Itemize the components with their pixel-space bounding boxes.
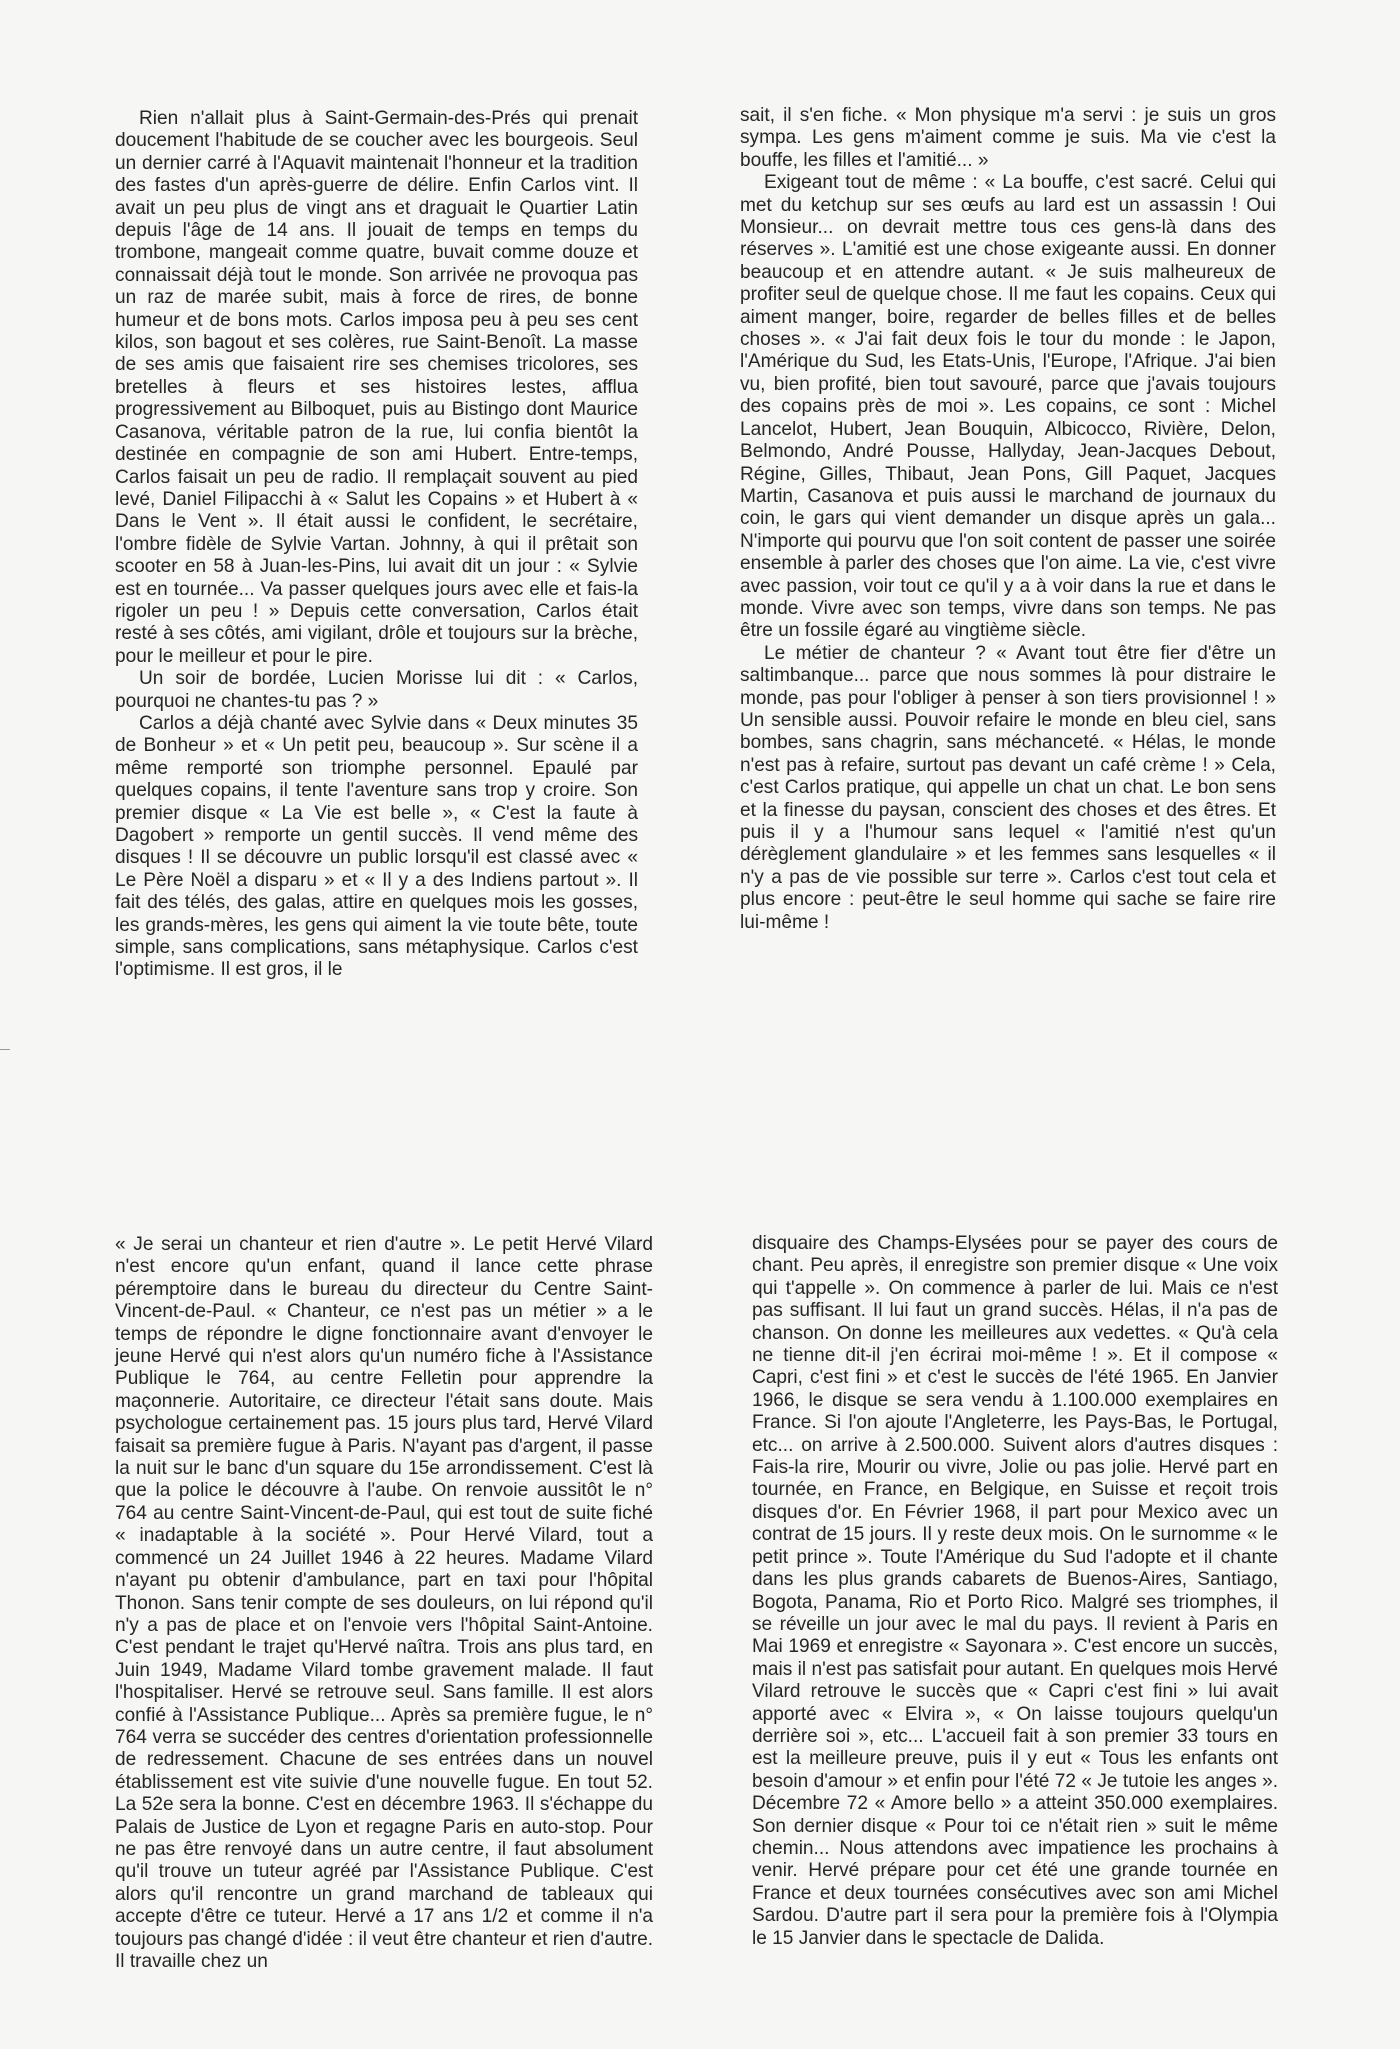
paragraph: disquaire des Champs-Elysées pour se payer des cours de chant. Peu après, il enregistre son premier disque « Une voix qui t'appelle ». On commence à parler de lui. Mais ce n'est pas suffisant. Il lui faut un grand succès. Hélas, il n'a pas de chanson. On donne les meilleures aux vedettes. « Qu'à cela ne tienne dit-il j'en écrirai moi-même ! ». Et il compose « Capri, c'est fini » et c'est le succès de l'été 1965. En Janvier 1966, le disque se sera vendu à 1.100.000 exemplaires en France. Si l'on ajoute l'Angleterre, les Pays-Bas, le Portugal, etc... on arrive à 2.500.000. Suivent alors d'autres disques : Fais-la rire, Mourir ou vivre, Jolie ou pas jolie. Hervé part en tournée, en France, en Belgique, en Suisse et reçoit trois disques d'or. En Février 1968, il part pour Mexico avec un contrat de 15 jours. Il y reste deux mois. On le surnomme « le petit prince ». Toute l'Amérique du Sud l'adopte et il chante dans les plus grands cabarets de Buenos-Aires, Santiago, Bogota, Panama, Rio et Porto Rico. Malgré ses triomphes, il se réveille un jour avec le mal du pays. Il revient à Paris en Mai 1969 et enregistre « Sayonara ». C'est encore un succès, mais il n'est pas satisfait pour autant. En quelques mois Hervé Vilard retrouve le succès que « Capri c'est fini » lui avait apporté avec « Elvira », « On laisse toujours quelqu'un derrière soi », etc... L'accueil fait à son premier 33 tours en est la meilleure preuve, puis il y eut « Tous les enfants ont besoin d'amour » et enfin pour l'été 72 « Je tutoie les anges ». Décembre 72 « Amore bello » a atteint 350.000 exemplaires. Son dernier disque « Pour toi ce n'était rien » suit le même chemin... Nous attendons avec impatience les prochains à venir. Hervé prépare pour cet été une grande tournée en France et deux tournées consécutives avec son ami Michel Sardou. D'autre part il sera pour la première fois à l'Olympia le 15 Janvier dans le spectacle de Dalida. — [752, 1233, 1278, 1949]
herve-article-column-right — [752, 1233, 1278, 1950]
carlos-article-column-left — [115, 108, 638, 982]
margin-fold-mark — [0, 1049, 10, 1050]
paragraph: Rien n'allait plus à Saint-Germain-des-Prés qui prenait doucement l'habitude de se coucher avec les bourgeois. Seul un dernier carré à l'Aquavit maintenait l'honneur et la tradition des fastes d'un après-guerre de délire. Enfin Carlos vint. Il avait un peu plus de vingt ans et draguait le Quartier Latin depuis l'âge de 14 ans. Il jouait de temps en temps du trombone, mangeait comme quatre, buvait comme douze et connaissait déjà tout le monde. Son arrivée ne provoqua pas un raz de marée subit, mais à force de rires, de bonne humeur et de bons mots. Carlos imposa peu à peu ses cent kilos, son bagout et ses colères, rue Saint-Benoît. La masse de ses amis que faisaient rire ses chemises tricolores, ses bretelles à fleurs et ses histoires lestes, afflua progressivement au Bilboquet, puis au Bistingo dont Maurice Casanova, véritable patron de la rue, lui confia bientôt la destinée en compagnie de son ami Hubert. Entre-temps, Carlos faisait un peu de radio. Il remplaçait souvent au pied levé, Daniel Filipacchi à « Salut les Copains » et Hubert à « Dans le Vent ». Il était aussi le confident, le secrétaire, l'ombre fidèle de Sylvie Vartan. Johnny, à qui il prêtait son scooter en 58 à Juan-les-Pins, lui avait dit un jour : « Sylvie est en tournée... Va passer quelques jours avec elle et fais-la rigoler un peu ! » Depuis cette conversation, Carlos était resté à ses côtés, ami vigilant, drôle et toujours sur la brèche, pour le meilleur et pour le pire. — [115, 108, 638, 667]
paragraph: Carlos a déjà chanté avec Sylvie dans « Deux minutes 35 de Bonheur » et « Un petit peu, beaucoup ». Sur scène il a même remporté son triomphe personnel. Epaulé par quelques copains, il tente l'aventure sans trop y croire. Son premier disque « La Vie est belle », « C'est la faute à Dagobert » remporte un gentil succès. Il vend même des disques ! Il se découvre un public lorsqu'il est classé avec « Le Père Noël a disparu » et « Il y a des Indiens partout ». Il fait des télés, des galas, attire en quelques mois les gosses, les grands-mères, les gens qui aiment la vie toute bête, toute simple, sans complications, sans métaphysique. Carlos c'est l'optimisme. Il est gros, il le — [115, 712, 638, 981]
paragraph: Le métier de chanteur ? « Avant tout être fier d'être un saltimbanque... parce que nous sommes là pour distraire le monde, pas pour l'obliger à penser à son tiers provisionnel ! » Un sensible aussi. Pouvoir refaire le monde en bleu ciel, sans bombes, sans chagrin, sans méchanceté. « Hélas, le monde n'est pas à refaire, surtout pas devant un café crème ! » Cela, c'est Carlos pratique, qui appelle un chat un chat. Le bon sens et la finesse du paysan, conscient des choses et des êtres. Et puis il y a l'humour sans lequel « l'amitié n'est qu'un dérèglement glandulaire » et les femmes sans lesquelles « il n'y a pas de vie possible sur terre ». Carlos c'est tout cela et plus encore : peut-être le seul homme qui sache se faire rire lui-même ! — [740, 642, 1276, 933]
carlos-article-column-right — [740, 105, 1276, 934]
paragraph: Un soir de bordée, Lucien Morisse lui dit : « Carlos, pourquoi ne chantes-tu pas ? » — [115, 668, 638, 712]
herve-article-column-left — [115, 1234, 653, 1973]
paragraph: Exigeant tout de même : « La bouffe, c'est sacré. Celui qui met du ketchup sur ses œufs au lard est un assassin ! Oui Monsieur... on devrait mettre tous ces gens-là dans des réserves ». L'amitié est une chose exigeante aussi. En donner beaucoup et en attendre autant. « Je suis malheureux de profiter seul de quelque chose. Il me faut les copains. Ceux qui aiment manger, boire, regarder de belles filles et de belles choses ». « J'ai fait deux fois le tour du monde : le Japon, l'Amérique du Sud, les Etats-Unis, l'Europe, l'Afrique. J'ai bien vu, bien profité, bien tout savouré, parce que j'avais toujours des copains près de moi ». Les copains, ce sont : Michel Lancelot, Hubert, Jean Bouquin, Albicocco, Rivière, Delon, Belmondo, André Pousse, Hallyday, Jean-Jacques Debout, Régine, Gilles, Thibaut, Jean Pons, Gill Paquet, Jacques Martin, Casanova et puis aussi le marchand de journaux du coin, le gars qui vient demander un disque après un gala... N'importe qui pourvu que l'on soit content de passer une soirée ensemble à parler des choses que l'on aime. La vie, c'est vivre avec passion, voir tout ce qu'il y a à voir dans la rue et dans le monde. Vivre avec son temps, vivre dans son temps. Ne pas être un fossile égaré au vingtième siècle. — [740, 172, 1276, 642]
paragraph: sait, il s'en fiche. « Mon physique m'a servi : je suis un gros sympa. Les gens m'aiment comme je suis. Ma vie c'est la bouffe, les filles et l'amitié... » — [740, 105, 1276, 171]
paragraph: « Je serai un chanteur et rien d'autre ». Le petit Hervé Vilard n'est encore qu'un enfant, quand il lance cette phrase péremptoire dans le bureau du directeur du Centre Saint-Vincent-de-Paul. « Chanteur, ce n'est pas un métier » a le temps de répondre le digne fonctionnaire avant d'envoyer le jeune Hervé qui n'est alors qu'un numéro fiche à l'Assistance Publique le 764, au centre Felletin pour apprendre la maçonnerie. Autoritaire, ce directeur l'était sans doute. Mais psychologue certainement pas. 15 jours plus tard, Hervé Vilard faisait sa première fugue à Paris. N'ayant pas d'argent, il passe la nuit sur le banc d'un square du 15e arrondissement. C'est là que la police le découvre à l'aube. On renvoie aussitôt le n° 764 au centre Saint-Vincent-de-Paul, qui est tout de suite fiché « inadaptable à la société ». Pour Hervé Vilard, tout a commencé un 24 Juillet 1946 à 22 heures. Madame Vilard n'ayant pu obtenir d'ambulance, part en taxi pour l'hôpital Thonon. Sans tenir compte de ses douleurs, on lui répond qu'il n'y a pas de place et on l'envoie vers l'hôpital Saint-Antoine. C'est pendant le trajet qu'Hervé naîtra. Trois ans plus tard, en Juin 1949, Madame Vilard tombe gravement malade. Il faut l'hospitaliser. Hervé se retrouve seul. Sans famille. Il est alors confié à l'Assistance Publique... Après sa première fugue, le n° 764 verra se succéder des centres d'orientation professionnelle de redressement. Chacune de ses entrées dans un nouvel établissement est vite suivie d'une nouvelle fugue. En tout 52. La 52e sera la bonne. C'est en décembre 1963. Il s'échappe du Palais de Justice de Lyon et regagne Paris en auto-stop. Pour ne pas être renvoyé dans un autre centre, il faut absolument qu'il trouve un tuteur agréé par l'Assistance Publique. C'est alors qu'il rencontre un grand marchand de tableaux qui accepte d'être ce tuteur. Hervé a 17 ans 1/2 et comme il n'a toujours pas changé d'idée : il veut être chanteur et rien d'autre. Il travaille chez un — [115, 1234, 654, 1972]
